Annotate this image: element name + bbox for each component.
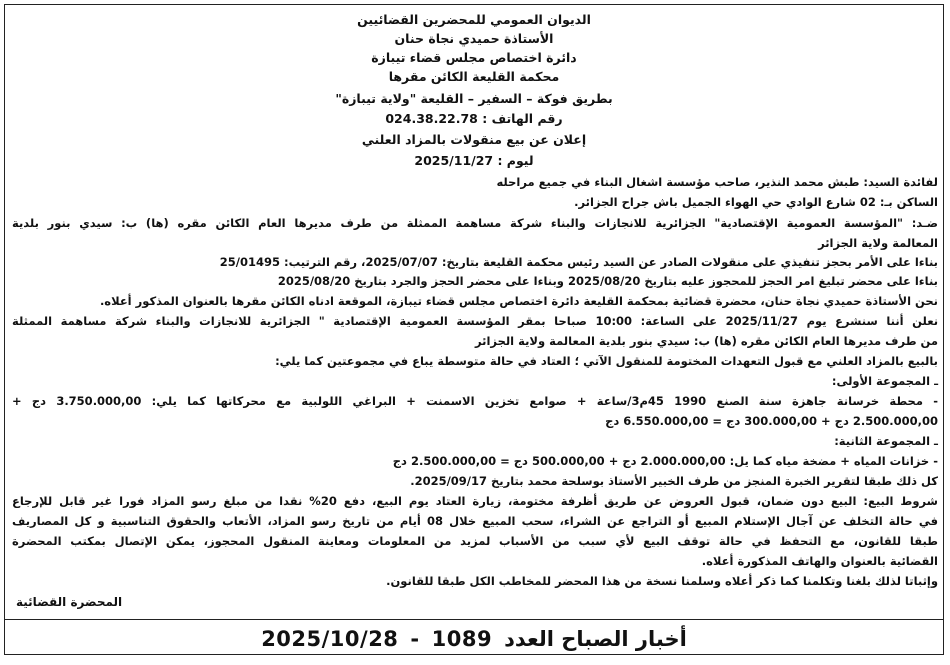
header-bailiff: الأستاذة حميدي نجاة حنان <box>394 31 554 46</box>
sale-announcement-cont: من طرف مديرها العام الكائن مقره (ها) ب: سيدي بنور بلدية المعالمة ولاية الجزائر <box>475 334 938 348</box>
expert-report-line: كل ذلك طبقا لتقرير الخبرة المنجز من طرف الخبير الأستاذ بوسلحة محمد بتاريخ 2025/09/17. <box>410 474 938 488</box>
group-two-heading: ـ المجموعة الثانية: <box>834 434 938 448</box>
newspaper-footer <box>4 623 944 655</box>
order-line: بناءا على الأمر بحجز تنفيذي على منقولات الصادر عن السيد رئيس محكمة القليعة بتاريخ: 2025/07/07، رقم الترتيب: 25/01495 <box>219 255 938 269</box>
sale-announcement: نعلن أننا سنشرع يوم 2025/11/27 على الساعة: 10:00 صباحا بمقر المؤسسة العمومية الإقتصادية " الجزائرية للانجازات والبناء شركة مساهمة الممثلة <box>12 314 939 328</box>
header-address: بطريق فوكة – السفير – القليعة "ولاية تيبازة" <box>335 91 613 106</box>
footer-dash: - <box>410 627 420 651</box>
against-line-cont: المعالمة ولاية الجزائر <box>818 236 938 250</box>
group-one-items: - محطة خرسانة جاهزة سنة الصنع 1990 45م3/ساعة + صوامع تخزين الاسمنت + البراغي اللولبية مع محركاتها كما يلي: 3.750.000,00 دج + <box>12 394 938 408</box>
header-court: محكمة القليعة الكائن مقرها <box>388 69 560 84</box>
header-district: دائرة اختصاص مجلس قضاء تيبازة <box>371 50 577 65</box>
notice-title: إعلان عن بيع منقولات بالمزاد العلني <box>361 132 587 147</box>
bailiff-statement: نحن الأستاذة حميدي نجاة حنان، محضرة قضائية بمحكمة القليعة دائرة اختصاص مجلس قضاء تيبازة، الموقعة ادناه الكائن مقرها بالعنوان المذكور أعلاه. <box>99 294 938 308</box>
residence-line: الساكن بـ: 02 شارع الوادي حي الهواء الجميل باش جراح الجزائر. <box>574 195 938 209</box>
footer-divider <box>4 619 944 620</box>
issue-date: 2025/10/28 <box>261 627 399 651</box>
notice-date: ليوم : 2025/11/27 <box>414 153 534 168</box>
group-one-total: 2.500.000,00 دج + 300.000,00 دج = 6.550.000,00 دج <box>605 414 938 428</box>
against-line: ضـد: "المؤسسة العمومية الإقتصادية" الجزائرية للانجازات والبناء شركة مساهمة الممثلة من طرف مديرها العام الكائن مقره (ها) ب: سيدي بنور بلدية <box>12 216 938 230</box>
closing-statement: وإثباتا لذلك بلغنا وتكلمنا كما ذكر أعلاه وسلمنا نسخة من هذا المحضر للمخاطب الكل طبقا للقانون. <box>386 574 938 588</box>
sale-conditions-4: القضائية بالعنوان والهاتف المذكورة أعلاه. <box>701 554 938 568</box>
header-office: الديوان العمومي للمحضرين القضائيين <box>357 12 591 27</box>
signature-label: المحضرة القضائية <box>16 595 123 609</box>
sale-conditions-2: في حالة التخلف عن آجال الإستلام المبيع أو التراجع عن الشراء، سحب المبيع خلال 08 أيام من تاريخ رسو المزاد، الأتعاب والحقوق التناسبية و كل المصاريف <box>12 514 939 528</box>
header-phone: رقم الهاتف : 024.38.22.78 <box>385 111 563 126</box>
newspaper-name: أخبار الصباح العدد <box>504 627 687 651</box>
sale-terms-intro: بالبيع بالمزاد العلني مع قبول التعهدات المختومة للمنقول الآتي ؛ العتاد في حالة متوسطة يباع في مجموعتين كما يلي: <box>275 354 938 368</box>
beneficiary-line: لفائدة السيد: طبش محمد النذير، صاحب مؤسسة اشغال البناء في جميع مراحله <box>496 175 938 189</box>
sale-conditions-3: طبقا للقانون، مع التحفظ في حالة توقف البيع لأي سبب من الأسباب لمزيد من المعلومات ومعاينة المنقول المحجوز، يمكن الإتصال بمكتب المحضرة <box>12 534 938 548</box>
sale-conditions: شروط البيع: البيع دون ضمان، قبول العروض عن طريق أظرفة مختومة، زيارة العتاد يوم البيع، دفع 20% نقدا من مبلغ رسو المزاد فورا غير قابل للإرجاع <box>12 494 938 508</box>
issue-number: 1089 <box>431 627 493 651</box>
notification-line: بناءا على محضر تبليغ امر الحجز للمحجوز عليه بتاريخ 2025/08/20 وبناءا على محضر الحجز والجرد بتاريخ 2025/08/20 <box>277 274 938 288</box>
group-two-items: - خزانات المياه + مضخة مياه كما يل: 2.000.000,00 دج + 500.000,00 دج = 2.500.000,00 دج <box>392 454 938 468</box>
group-one-heading: ـ المجموعة الأولى: <box>831 374 938 388</box>
